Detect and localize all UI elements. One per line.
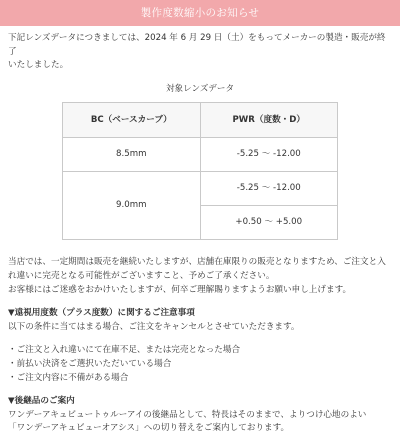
plus-section-title: ▼遠視用度数（プラス度数）に関するご注意事項 bbox=[8, 308, 195, 319]
list-item: ・ご注文と入れ違いにて在庫不足、または完売となった場合 bbox=[8, 345, 241, 356]
successor-line-2: 「ワンデーアキュビューオアシス」への切り替えをご案内しております。 bbox=[8, 423, 290, 434]
pwr-cell: -5.25 ～ -12.00 bbox=[200, 138, 338, 172]
bc-cell: 9.0mm bbox=[63, 172, 201, 240]
stock-notice-line-2: れ違いに完売となる可能性がございますこと、予めご了承ください。 bbox=[8, 270, 275, 281]
table-row bbox=[63, 138, 338, 172]
stock-notice bbox=[8, 256, 392, 297]
lens-data-table bbox=[62, 102, 338, 240]
successor-line-1: ワンデーアキュビュートゥルーアイの後継品として、特長はそのままで、よりつけ心地のよい bbox=[8, 409, 367, 420]
pwr-cell: +0.50 ～ +5.00 bbox=[200, 206, 338, 240]
table-caption: 対象レンズデータ bbox=[165, 83, 235, 94]
cancel-conditions-list bbox=[8, 344, 392, 385]
intro-line-1: 下記レンズデータにつきましては、2024 年 6 月 29 日（土）をもってメーカーの製造・販売が終了 bbox=[8, 33, 386, 57]
table-header-row bbox=[63, 103, 338, 138]
stock-notice-line-3: お客様にはご迷惑をおかけいたしますが、何卒ご理解賜りますようお願い申し上げます。 bbox=[8, 284, 352, 295]
notice-header bbox=[0, 0, 400, 26]
bc-cell: 8.5mm bbox=[63, 138, 201, 172]
notice-content bbox=[0, 26, 400, 436]
intro-line-2: いたしました。 bbox=[8, 60, 69, 71]
plus-section-intro: 以下の条件に当てはまる場合、ご注文をキャンセルとさせていただきます。 bbox=[8, 321, 300, 332]
table-row bbox=[63, 172, 338, 206]
list-item: ・前払い決済をご選択いただいている場合 bbox=[8, 358, 172, 369]
pwr-cell: -5.25 ～ -12.00 bbox=[200, 172, 338, 206]
notice-title: 製作度数縮小のお知らせ bbox=[140, 7, 260, 19]
stock-notice-line-1: 当店では、一定期間は販売を継続いたしますが、店舗在庫限りの販売となりますため、ご注文と入 bbox=[8, 257, 386, 268]
header-pwr: PWR（度数・D） bbox=[200, 103, 338, 138]
intro-text bbox=[8, 32, 392, 73]
successor-text bbox=[8, 409, 392, 436]
list-item: ・ご注文内容に不備がある場合 bbox=[8, 372, 129, 383]
successor-title: ▼後継品のご案内 bbox=[8, 396, 75, 407]
header-bc: BC（ベースカーブ） bbox=[63, 103, 201, 138]
